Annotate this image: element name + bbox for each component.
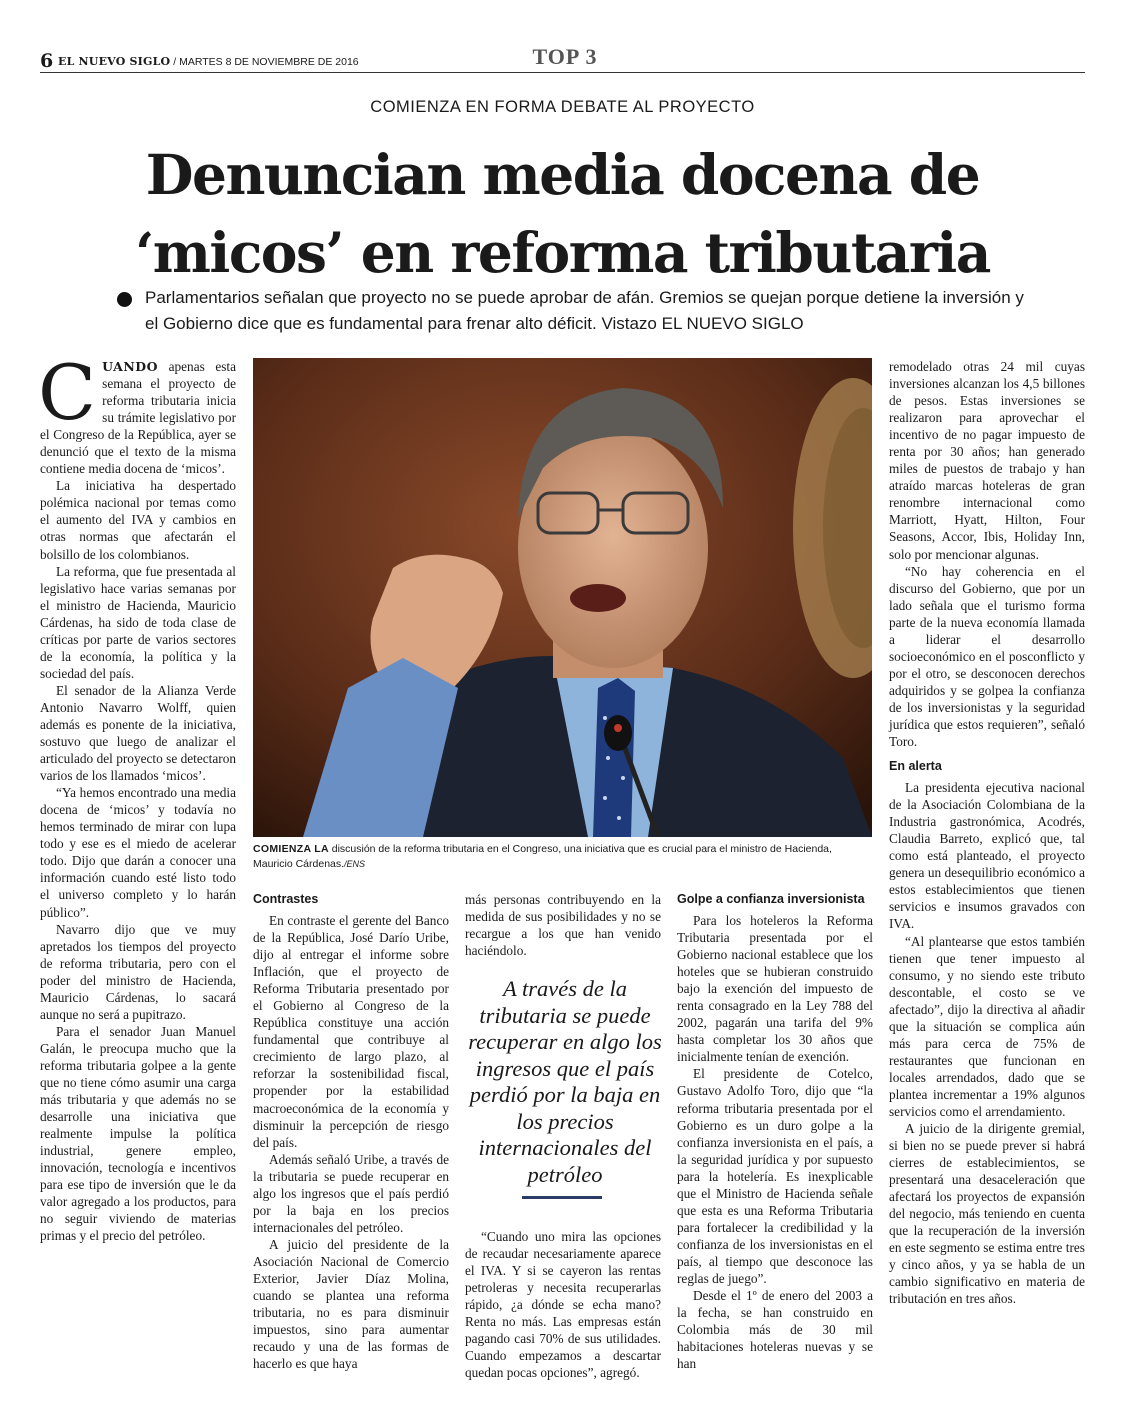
minister-photo bbox=[253, 358, 872, 837]
paragraph: “Al plantearse que estos también tienen que tener impuesto al consumo, y no siendo este tributo descontable, el costo se ve afectado”, dijo la directiva al añadir que la situación se complica aún más para cerca de 75% de restaurantes que funcionan en locales arrendados, dado que se plantea incrementar a 19% algunos servicios como el arrendamiento. bbox=[889, 933, 1085, 1119]
column-3-top bbox=[465, 891, 661, 959]
page-number: 6 bbox=[40, 50, 54, 72]
headline-line-2: ‘micos’ en reforma tributaria bbox=[135, 220, 990, 285]
photo-illustration bbox=[253, 358, 872, 837]
pull-quote: A través de la tributaria se puede recuperar en algo los ingresos que el país perdió por la baja en los precios internacionales del petróleo bbox=[468, 976, 662, 1187]
column-3-bottom bbox=[465, 1228, 661, 1381]
paragraph: La reforma, que fue presentada al legislativo hace varias semanas por el ministro de Hacienda, Mauricio Cárdenas, ha sido de toda clase de críticas por parte de varios sectores de la economía, la política y la sociedad del país. bbox=[40, 563, 236, 681]
bullet-icon bbox=[117, 292, 132, 307]
paragraph: El presidente de Cotelco, Gustavo Adolfo Toro, dijo que “la reforma tributaria presentada por el Gobierno es un duro golpe a la confianza inversionista en el país, a la seguridad jurídica y por supuesto para la hotelería. Es inexplicable que el Ministro de Hacienda señale que esta es una Reforma Tributaria para fortalecer la credibilidad y la confianza de los inversionistas en el país, al tiempo que desconoce las reglas de juego”. bbox=[677, 1066, 873, 1286]
paragraph: “No hay coherencia en el discurso del Gobierno, que por un lado señala que el turismo forma parte de la nueva economía llamada a liderar el desarrollo socioeconómico en el posconflicto y por el otro, se desconocen derechos adquiridos y se golpea la confianza de los inversionistas y la seguridad jurídica que estos requieren”, señaló Toro. bbox=[889, 563, 1085, 750]
paragraph: Para el senador Juan Manuel Galán, le preocupa mucho que la reforma tributaria golpee a la gente que no tiene cómo asumir una carga más tributaria y que además no se desarrolle una iniciativa que realmente impulse la política industrial, genere empleo, innovación, tecnología e incentivos para ese tipo de inversión que le da valor agregado a los productos, para no seguir viviendo de materias primas y el precio del petróleo. bbox=[40, 1023, 236, 1244]
lead-paragraph bbox=[38, 348, 236, 477]
kicker: COMIENZA EN FORMA DEBATE AL PROYECTO bbox=[370, 98, 755, 116]
drop-cap: C bbox=[38, 348, 97, 437]
lead-caps: UANDO bbox=[102, 359, 159, 374]
masthead bbox=[58, 55, 359, 68]
paragraph: “Ya hemos encontrado una media docena de ‘micos’ y todavía no hemos terminado de mirar con lupa todo y ese es el miedo de acelerar todo. Dijo que darán a conocer una información cuando esté listo todo el universo completo y lo harán público”. bbox=[40, 785, 236, 920]
header-rule bbox=[40, 72, 1085, 73]
deck: Parlamentarios señalan que proyecto no se puede aprobar de afán. Gremios se quejan porque detiene la inversión y el Gobierno dice que es fundamental para frenar alto déficit. Vistazo EL NUEVO SIGLO bbox=[145, 288, 1024, 333]
headline bbox=[20, 136, 1105, 292]
lead-text: apenas esta semana el proyecto de reforma tributaria inicia su trámite legislativo por el Congreso de la República, ayer se denunció que el texto de la misma contiene media docena de ‘micos’. bbox=[40, 359, 236, 477]
column-2 bbox=[253, 891, 449, 1372]
photo-caption bbox=[253, 842, 872, 872]
paragraph: La iniciativa ha despertado polémica nacional por temas como el aumento del IVA y cambios en otras normas que afectarán el bolsillo de los colombianos. bbox=[40, 478, 236, 562]
column-1 bbox=[38, 348, 236, 1244]
pull-quote-rule bbox=[522, 1196, 602, 1199]
caption-lead: COMIENZA LA bbox=[253, 843, 329, 855]
paragraph: Además señaló Uribe, a través de la tributaria se puede recuperar en algo los ingresos que el país perdió por la baja en los precios internacionales del petróleo. bbox=[253, 1151, 449, 1235]
subhead-golpe: Golpe a confianza inversionista bbox=[677, 892, 865, 906]
paragraph: El senador de la Alianza Verde Antonio Navarro Wolff, quien además es ponente de la iniciativa, sostuvo que luego de analizar el articulado del proyecto se detectaron varios de los llamados ‘micos’. bbox=[40, 682, 236, 784]
paragraph: “Cuando uno mira las opciones de recaudar necesariamente aparece el IVA. Y si se cayeron las rentas petroleras y necesita recuperarlas rápido, ¿a dónde se echa mano? Renta no más. Las empresas están pagando casi 70% de sus utilidades. Cuando empezamos a descartar quedan pocas opciones”, agregó. bbox=[465, 1229, 661, 1381]
paragraph: En contraste el gerente del Banco de la República, José Darío Uribe, dijo al entregar el informe sobre Inflación, que el proyecto de Reforma Tributaria presentado por el Gobierno al Congreso de la República constituye una acción fundamental que contribuye al crecimiento de largo plazo, al reforzar la sostenibilidad fiscal, propender por la estabilidad macroeconómica de la economía y disminuir la percepción de riesgo del país. bbox=[253, 913, 449, 1150]
paragraph: A juicio del presidente de la Asociación Nacional de Comercio Exterior, Javier Díaz Molina, cuando se plantea una reforma tributaria, no es para disminuir impuestos, sino para aumentar recaudo y una de las formas de hacerlo es que haya bbox=[253, 1236, 449, 1372]
publication-name: EL NUEVO SIGLO bbox=[58, 55, 171, 68]
caption-text: discusión de la reforma tributaria en el Congreso, una iniciativa que es crucial para el ministro de Hacienda, Mauricio Cárdenas. bbox=[253, 843, 832, 870]
publication-date: / MARTES 8 DE NOVIEMBRE DE 2016 bbox=[173, 56, 359, 68]
photo-credit: /ENS bbox=[344, 859, 366, 869]
paragraph: Navarro dijo que ve muy apretados los tiempos del proyecto de reforma tributaria, pero con el poder del ministro de Hacienda, Mauricio Cárdenas, lo sacará aunque no será a pupitrazo. bbox=[40, 921, 236, 1022]
section-label: TOP 3 bbox=[532, 44, 598, 69]
column-4 bbox=[677, 891, 873, 1372]
paragraph: Para los hoteleros la Reforma Tributaria presentada por el Gobierno nacional establece que los hoteles que se hubieran construido bajo la exención del impuesto de renta consagrado en la Ley 788 del 2002, pagarán una tarifa del 9% hasta completar los 30 años que inicialmente tenían de exención. bbox=[677, 913, 873, 1065]
paragraph: más personas contribuyendo en la medida de sus posibilidades y no se recargue a los que han venido haciéndolo. bbox=[465, 892, 661, 959]
paragraph: La presidenta ejecutiva nacional de la Asociación Colombiana de la Industria gastronómica, Acodrés, Claudia Barreto, explicó que, tal como está planteado, el proyecto genera un desequilibrio económico a estos establecimientos que tienen servicios e insumos gravados con IVA. bbox=[889, 780, 1085, 932]
headline-line-1: Denuncian media docena de bbox=[145, 142, 980, 207]
paragraph: A juicio de la dirigente gremial, si bien no se puede prever si habrá cierres de establecimientos, se presentará una desaceleración que afectará los proyectos de expansión del negocio, más teniendo en cuenta que la recuperación de la inversión en este segmento se estima entre tres y cinco años, y ya se habla de un cambio significativo en materia de tributación en tres años. bbox=[889, 1121, 1085, 1307]
subhead-en-alerta: En alerta bbox=[889, 759, 942, 774]
paragraph: remodelado otras 24 mil cuyas inversiones alcanzan los 4,5 billones de pesos. Estas inversiones se realizaron para aprovechar el incentivo de no pagar impuesto de renta por 30 años; han generado miles de puestos de trabajo y han atraído marcas hoteleras de gran renombre internacional como Marriott, Hyatt, Hilton, Four Seasons, Accor, Ibis, Holiday Inn, solo por mencionar algunas. bbox=[889, 359, 1085, 562]
column-5 bbox=[889, 358, 1085, 1308]
paragraph: Desde el 1º de enero del 2003 a la fecha, se han construido en Colombia más de 30 mil habitaciones hoteleras nuevas y se han bbox=[677, 1288, 873, 1372]
subhead-contrastes: Contrastes bbox=[253, 892, 319, 906]
